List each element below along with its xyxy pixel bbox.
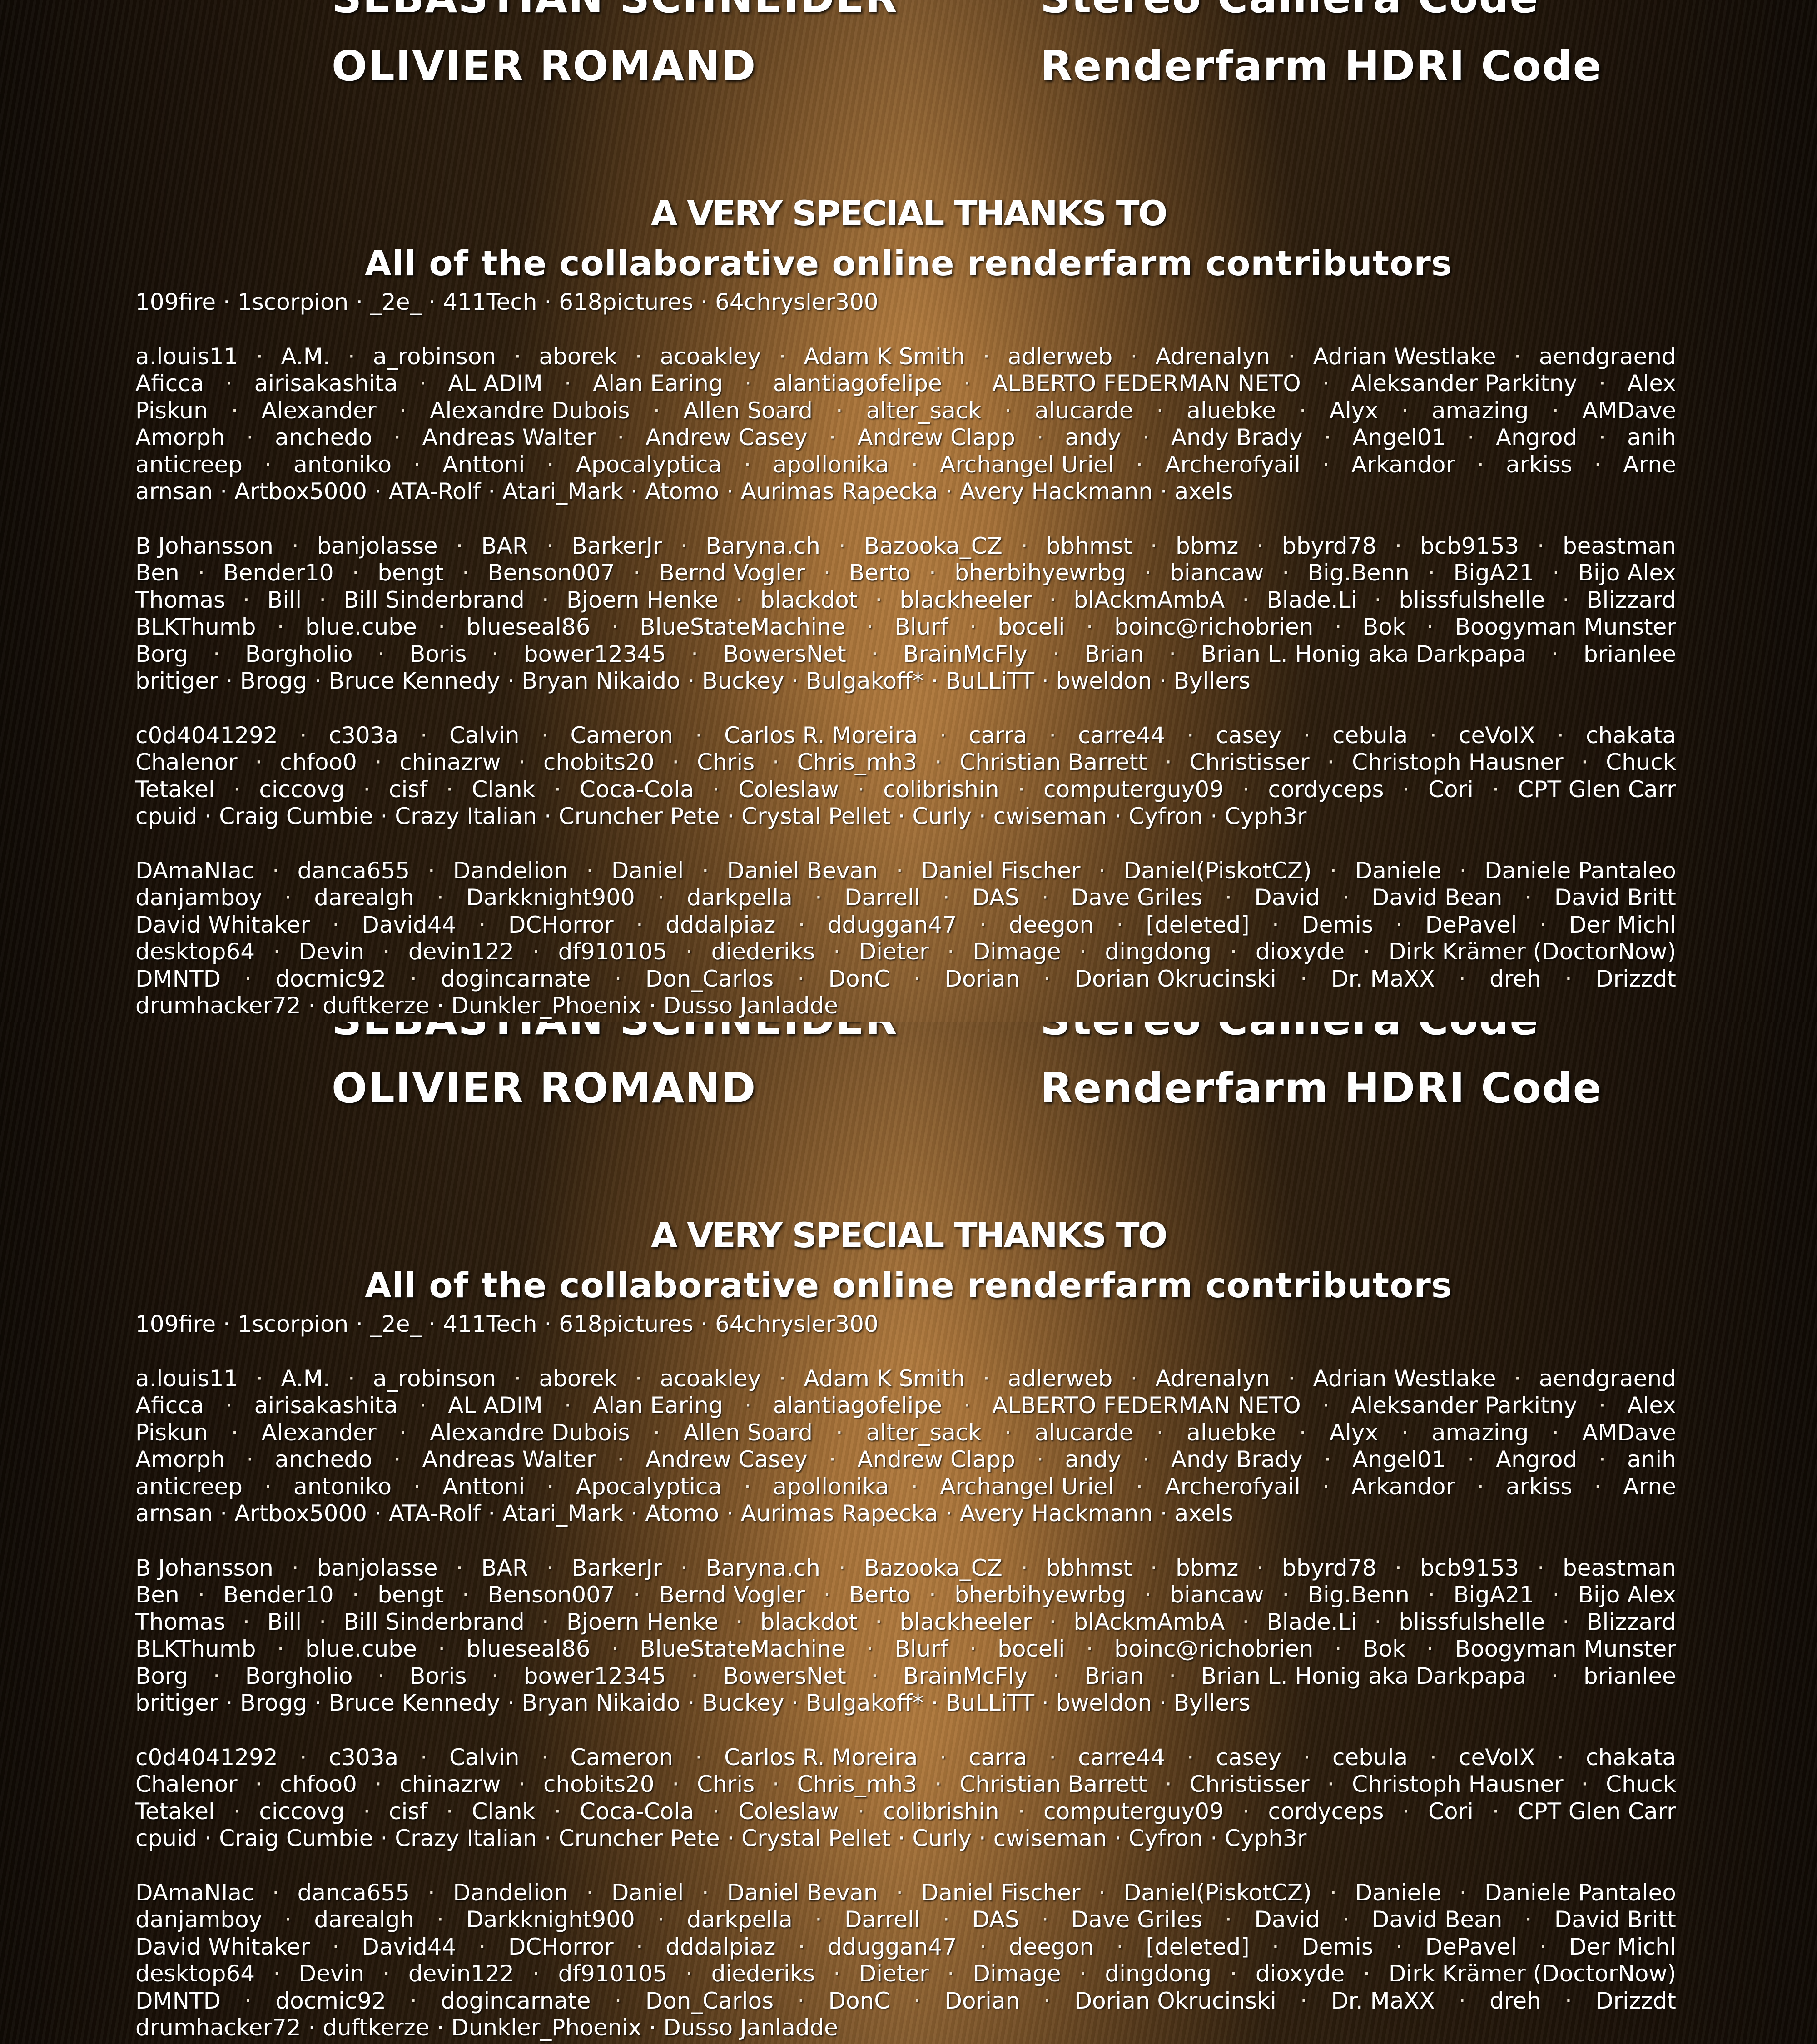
contributor-line: Chalenor · chfoo0 · chinazrw · chobits20 · Chris · Chris_mh3 · Christian Barrett · Christisser · Christoph Hausner · Chuck xyxy=(135,749,1676,776)
contributor-line: Ben · Bender10 · bengt · Benson007 · Bernd Vogler · Berto · bherbihyewrbg · biancaw · Big.Benn · BigA21 · Bijo Alex xyxy=(135,560,1676,587)
contributor-line: DMNTD · docmic92 · dogincarnate · Don_Carlos · DonC · Dorian · Dorian Okrucinski · Dr. MaXX · dreh · Drizzdt xyxy=(135,1988,1676,2015)
contributor-line: a.louis11 · A.M. · a_robinson · aborek · acoakley · Adam K Smith · adlerweb · Adrenalyn · Adrian Westlake · aendgraend xyxy=(135,343,1676,371)
contributor-line: Ben · Bender10 · bengt · Benson007 · Bernd Vogler · Berto · bherbihyewrbg · biancaw · Big.Benn · BigA21 · Bijo Alex xyxy=(135,1582,1676,1609)
contributor-line: britiger · Brogg · Bruce Kennedy · Bryan Nikaido · Buckey · Bulgakoff* · BuLLiTT · bweldon · Byllers xyxy=(135,1690,1676,1717)
contributor-line: c0d4041292 · c303a · Calvin · Cameron · Carlos R. Moreira · carra · carre44 · casey · cebula · ceVoIX · chakata xyxy=(135,722,1676,749)
contributor-line: B Johansson · banjolasse · BAR · BarkerJr · Baryna.ch · Bazooka_CZ · bbhmst · bbmz · bbyrd78 · bcb9153 · beastman xyxy=(135,533,1676,560)
contributor-line: Amorph · anchedo · Andreas Walter · Andrew Casey · Andrew Clapp · andy · Andy Brady · Angel01 · Angrod · anih xyxy=(135,424,1676,451)
contributor-line: desktop64 · Devin · devin122 · df910105 · diederiks · Dieter · Dimage · dingdong · dioxyde · Dirk Krämer (DoctorNow) xyxy=(135,1960,1676,1988)
contributor-line: cpuid · Craig Cumbie · Crazy Italian · Cruncher Pete · Crystal Pellet · Curly · cwiseman · Cyfron · Cyph3r xyxy=(135,1825,1676,1852)
contributor-line: Piskun · Alexander · Alexandre Dubois · Allen Soard · alter_sack · alucarde · aluebke · Alyx · amazing · AMDave xyxy=(135,397,1676,425)
contributor-line: c0d4041292 · c303a · Calvin · Cameron · Carlos R. Moreira · carra · carre44 · casey · cebula · ceVoIX · chakata xyxy=(135,1744,1676,1771)
contributor-line: BLKThumb · blue.cube · blueseal86 · BlueStateMachine · Blurf · boceli · boinc@richobrien · Bok · Boogyman Munster xyxy=(135,614,1676,641)
contributor-line: Thomas · Bill · Bill Sinderbrand · Bjoern Henke · blackdot · blackheeler · blAckmAmbA · Blade.Li · blissfulshelle · Blizzard xyxy=(135,587,1676,614)
contributor-line: Aficca · airisakashita · AL ADIM · Alan Earing · alantiagofelipe · ALBERTO FEDERMAN NETO · Aleksander Parkitny · Alex xyxy=(135,1392,1676,1419)
contributor-line: danjamboy · darealgh · Darkknight900 · darkpella · Darrell · DAS · Dave Griles · David · David Bean · David Britt xyxy=(135,1906,1676,1934)
contributor-line: Tetakel · ciccovg · cisf · Clank · Coca-Cola · Coleslaw · colibrishin · computerguy09 · cordyceps · Cori · CPT Glen Carr xyxy=(135,776,1676,804)
contributor-line: David Whitaker · David44 · DCHorror · dddalpiaz · dduggan47 · deegon · [deleted] · Demis · DePavel · Der Michl xyxy=(135,912,1676,939)
contributor-line: Borg · Borgholio · Boris · bower12345 · BowersNet · BrainMcFly · Brian · Brian L. Honig aka Darkpapa · brianlee xyxy=(135,1663,1676,1690)
contributor-line: Tetakel · ciccovg · cisf · Clank · Coca-Cola · Coleslaw · colibrishin · computerguy09 · cordyceps · Cori · CPT Glen Carr xyxy=(135,1798,1676,1826)
credit-role: Renderfarm HDRI Code xyxy=(1040,41,1602,92)
special-thanks-subheading: All of the collaborative online renderfarm contributors xyxy=(0,240,1817,287)
contributor-line: 109fire · 1scorpion · _2e_ · 411Tech · 618pictures · 64chrysler300 xyxy=(135,1311,1676,1338)
contributor-line: B Johansson · banjolasse · BAR · BarkerJr · Baryna.ch · Bazooka_CZ · bbhmst · bbmz · bbyrd78 · bcb9153 · beastman xyxy=(135,1555,1676,1582)
contributor-line: drumhacker72 · duftkerze · Dunkler_Phoenix · Dusso Janladde xyxy=(135,992,1676,1020)
contributor-line: Piskun · Alexander · Alexandre Dubois · Allen Soard · alter_sack · alucarde · aluebke · Alyx · amazing · AMDave xyxy=(135,1419,1676,1447)
contributor-line: DAmaNIac · danca655 · Dandelion · Daniel · Daniel Bevan · Daniel Fischer · Daniel(PiskotCZ) · Daniele · Daniele Pantaleo xyxy=(135,858,1676,885)
special-thanks-subheading: All of the collaborative online renderfarm contributors xyxy=(0,1262,1817,1309)
contributor-line: a.louis11 · A.M. · a_robinson · aborek · acoakley · Adam K Smith · adlerweb · Adrenalyn · Adrian Westlake · aendgraend xyxy=(135,1365,1676,1393)
contributor-line: arnsan · Artbox5000 · ATA-Rolf · Atari_Mark · Atomo · Aurimas Rapecka · Avery Hackmann · axels xyxy=(135,1500,1676,1528)
contributor-line: anticreep · antoniko · Anttoni · Apocalyptica · apollonika · Archangel Uriel · Archerofyail · Arkandor · arkiss · Arne xyxy=(135,451,1676,479)
contributor-line: cpuid · Craig Cumbie · Crazy Italian · Cruncher Pete · Crystal Pellet · Curly · cwiseman · Cyfron · Cyph3r xyxy=(135,803,1676,830)
contributor-line: arnsan · Artbox5000 · ATA-Rolf · Atari_Mark · Atomo · Aurimas Rapecka · Avery Hackmann · axels xyxy=(135,478,1676,506)
credit-name: OLIVIER ROMAND xyxy=(332,1063,756,1114)
special-thanks-heading: A VERY SPECIAL THANKS TO xyxy=(0,1213,1817,1258)
contributor-line: David Whitaker · David44 · DCHorror · dddalpiaz · dduggan47 · deegon · [deleted] · Demis · DePavel · Der Michl xyxy=(135,1934,1676,1961)
contributor-line: 109fire · 1scorpion · _2e_ · 411Tech · 618pictures · 64chrysler300 xyxy=(135,289,1676,316)
contributor-line: Borg · Borgholio · Boris · bower12345 · BowersNet · BrainMcFly · Brian · Brian L. Honig aka Darkpapa · brianlee xyxy=(135,641,1676,668)
contributor-line: DAmaNIac · danca655 · Dandelion · Daniel · Daniel Bevan · Daniel Fischer · Daniel(PiskotCZ) · Daniele · Daniele Pantaleo xyxy=(135,1880,1676,1907)
contributor-line: britiger · Brogg · Bruce Kennedy · Bryan Nikaido · Buckey · Bulgakoff* · BuLLiTT · bweldon · Byllers xyxy=(135,668,1676,695)
contributor-line: BLKThumb · blue.cube · blueseal86 · BlueStateMachine · Blurf · boceli · boinc@richobrien · Bok · Boogyman Munster xyxy=(135,1636,1676,1663)
credit-role: Renderfarm HDRI Code xyxy=(1040,1063,1602,1114)
contributor-line: Chalenor · chfoo0 · chinazrw · chobits20 · Chris · Chris_mh3 · Christian Barrett · Christisser · Christoph Hausner · Chuck xyxy=(135,1771,1676,1798)
special-thanks-heading: A VERY SPECIAL THANKS TO xyxy=(0,191,1817,236)
contributor-line: anticreep · antoniko · Anttoni · Apocalyptica · apollonika · Archangel Uriel · Archerofyail · Arkandor · arkiss · Arne xyxy=(135,1473,1676,1501)
contributor-line: DMNTD · docmic92 · dogincarnate · Don_Carlos · DonC · Dorian · Dorian Okrucinski · Dr. MaXX · dreh · Drizzdt xyxy=(135,966,1676,993)
contributor-line: desktop64 · Devin · devin122 · df910105 · diederiks · Dieter · Dimage · dingdong · dioxyde · Dirk Krämer (DoctorNow) xyxy=(135,938,1676,966)
contributor-line: danjamboy · darealgh · Darkknight900 · darkpella · Darrell · DAS · Dave Griles · David · David Bean · David Britt xyxy=(135,884,1676,912)
contributor-line: Thomas · Bill · Bill Sinderbrand · Bjoern Henke · blackdot · blackheeler · blAckmAmbA · Blade.Li · blissfulshelle · Blizzard xyxy=(135,1609,1676,1636)
contributor-line: Amorph · anchedo · Andreas Walter · Andrew Casey · Andrew Clapp · andy · Andy Brady · Angel01 · Angrod · anih xyxy=(135,1446,1676,1473)
contributor-line: drumhacker72 · duftkerze · Dunkler_Phoenix · Dusso Janladde xyxy=(135,2014,1676,2042)
credit-name: OLIVIER ROMAND xyxy=(332,41,756,92)
contributor-line: Aficca · airisakashita · AL ADIM · Alan Earing · alantiagofelipe · ALBERTO FEDERMAN NETO · Aleksander Parkitny · Alex xyxy=(135,370,1676,397)
